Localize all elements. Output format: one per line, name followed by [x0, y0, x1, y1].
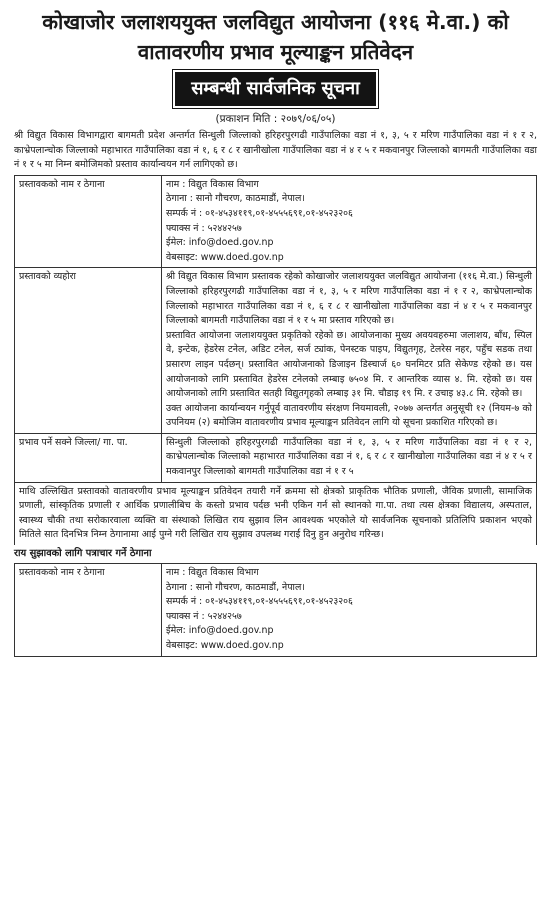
feedback-website: वेबसाइट: www.doed.gov.np — [166, 640, 284, 651]
feedback-details — [162, 564, 537, 657]
feedback-table — [14, 563, 537, 657]
proposer-details — [162, 175, 537, 268]
affected-row — [15, 433, 537, 482]
proposer-address: ठेगाना : सानो गौचरण, काठमाडौं, नेपाल। — [166, 193, 305, 205]
proposal-table — [14, 175, 537, 483]
feedback-email: ईमेल: info@doed.gov.np — [166, 625, 274, 637]
details-text — [162, 268, 537, 434]
feedback-label: प्रस्तावकको नाम र ठेगाना — [15, 564, 162, 657]
feedback-phone: सम्पर्क नं : ०१-४५३४११९,०१-४५५५६९१,०१-४५२३२०६ — [166, 596, 353, 608]
proposer-email: ईमेल: info@doed.gov.np — [166, 237, 274, 249]
proposer-row — [15, 175, 537, 268]
details-paragraph-2: प्रस्तावित आयोजना जलाशययुक्त प्रकृतिको रहेको छ। आयोजनाका मुख्य अवयवहरुमा जलाशय, बाँध, स्पिल वे, इन्टेक, हेडरेस टनेल, अडिट टनेल, सर्ज ट्यांक, पेनस्टक पाइप, विद्युतगृह, टेलरेस नहर, पहुँच सडक तथा प्रसारण लाइन पर्दछन्। प्रस्तावित आयोजनाको डिजाइन डिस्चार्ज ६० घनमिटर प्रति सेकेण्ड रहेको छ। यस आयोजनाको लागि प्रस्तावित हेडरेस टनेलको लम्बाइ ७५०४ मि. र आन्तरिक व्यास ४. मि. रहेको छ। यस आयोजनाको लागि प्रस्तावित सतही विद्युतगृहको लम्बाइ ३१ मि. चौडाइ १९ मि. र उचाइ ४३.८ मि. रहेको छ। — [166, 329, 532, 400]
banner-wrap — [14, 72, 537, 106]
document-title-line-2: वातावरणीय प्रभाव मूल्याङ्कन प्रतिवेदन — [137, 40, 414, 64]
details-row — [15, 268, 537, 434]
publication-date: (प्रकाशन मिति : २०७९/०६/०५) — [215, 113, 336, 125]
details-paragraph-1: श्री विद्युत विकास विभाग प्रस्तावक रहेको कोखाजोर जलाशययुक्त जलविद्युत आयोजना (११६ मे.वा.) सिन्धुली जिल्लाको हरिहरपुरगढी गाउँपालिका वडा नं १, ३, ५ र मरिण गाउँपालिका वडा नं १ र २, काभ्रेपलान्चोक जिल्लाको महाभारत गाउँपालिका वडा नं १, ६ र ८ र खानीखोला गाउँपालिका वडा नं ४ र ५ र मकवानपुर जिल्लाको बागमती गाउँपालिका वडा नं १ र ५ मा प्रस्ताव गरिएको छ। — [166, 271, 532, 327]
feedback-heading: राय सुझावको लागि पत्राचार गर्ने ठेगाना — [14, 548, 152, 560]
notice-paragraph: माथि उल्लिखित प्रस्तावको वातावरणीय प्रभाव मूल्याङ्कन प्रतिवेदन तयारी गर्ने क्रममा सो क्षेत्रको प्राकृतिक भौतिक प्रणाली, जैविक प्रणाली, सामाजिक प्रणाली, सांस्कृतिक प्रणाली र आर्थिक प्रणालीबिच के कस्तो प्रभाव पर्दछ भनी एकिन गर्न सो स्थानको गा.पा. तथा त्यस क्षेत्रका विद्यालय, अस्पताल, स्वास्थ्य चौकी तथा सरोकारवाला व्यक्ति वा संस्थाको लिखित राय सुझाव लिन आवश्यक भएकोले यो सार्वजनिक सूचनाको प्रतिलिपि प्रकाशन भएको मितिले सात दिनभित्र निम्न ठेगानामा आई पुग्ने गरी लिखित राय सुझाव उपलब्ध गराई दिनु हुन अनुरोध गरिन्छ। — [14, 483, 537, 545]
document-title-line-1: कोखाजोर जलाशययुक्त जलविद्युत आयोजना (११६ मे.वा.) को — [42, 10, 509, 34]
proposer-name: नाम : विद्युत विकास विभाग — [166, 178, 259, 190]
notice-page — [0, 8, 551, 918]
details-label: प्रस्तावको व्यहोरा — [15, 268, 162, 434]
proposer-label: प्रस्तावकको नाम र ठेगाना — [15, 175, 162, 268]
affected-text: सिन्धुली जिल्लाको हरिहरपुरगढी गाउँपालिका वडा नं १, ३, ५ र मरिण गाउँपालिका वडा नं १ र २, काभ्रेपलान्चोक जिल्लाको महाभारत गाउँपालिका वडा नं १, ६ र ८ र खानीखोला गाउँपालिका वडा नं ४ र ५ र मकवानपुर जिल्लाको बागमती गाउँपालिका वडा नं १ र ५ — [162, 433, 537, 482]
affected-label: प्रभाव पर्ने सक्ने जिल्ला/ गा. पा. — [15, 433, 162, 482]
proposer-website: वेबसाइट: www.doed.gov.np — [166, 251, 284, 263]
intro-paragraph: श्री विद्युत विकास विभागद्वारा बागमती प्रदेश अन्तर्गत सिन्धुली जिल्लाको हरिहरपुरगढी गाउँपालिका वडा नं १, ३, ५ र मरिण गाउँपालिका वडा नं १ र २, काभ्रेपलान्चोक जिल्लाको महाभारत गाउँपालिका वडा नं १, ६ र ८ र खानीखोला गाउँपालिका वडा नं ४ र ५ र मकवानपुर जिल्लाको बागमती गाउँपालिका वडा नं १ र ५ मा निम्न बमोजिमको प्रस्ताव कार्यान्वयन गर्न लागिएको छ। — [14, 130, 537, 171]
feedback-fax: फ्याक्स नं : ५२४४२५७ — [166, 610, 242, 622]
proposer-fax: फ्याक्स नं : ५२४४२५७ — [166, 222, 242, 234]
feedback-row — [15, 564, 537, 657]
feedback-address: ठेगाना : सानो गौचरण, काठमाडौं, नेपाल। — [166, 581, 305, 593]
proposer-phone: सम्पर्क नं : ०१-४५३४११९,०१-४५५५६९१,०१-४५२३२०६ — [166, 207, 353, 219]
details-paragraph-3: उक्त आयोजना कार्यान्वयन गर्नुपूर्व वातावरणीय संरक्षण नियमावली, २०७७ अन्तर्गत अनुसूची १२ (नियम-७ को उपनियम (२) बमोजिम वातावरणीय प्रभाव मूल्याङ्कन प्रतिवेदन लागि यो सूचना प्रकाशित गरिएको छ। — [166, 402, 532, 429]
feedback-name: नाम : विद्युत विकास विभाग — [166, 567, 259, 579]
public-notice-banner: सम्बन्धी सार्वजनिक सूचना — [175, 72, 375, 106]
